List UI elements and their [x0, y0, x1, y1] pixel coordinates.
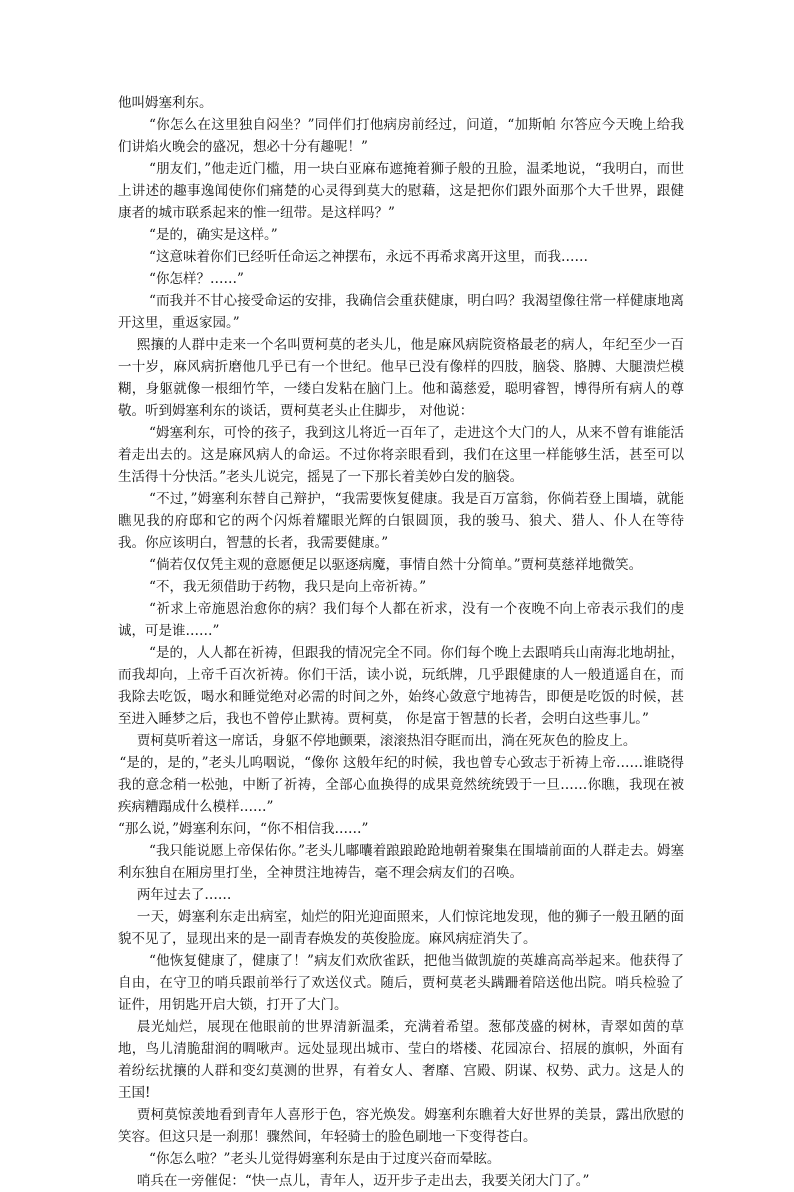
paragraph-10: “不过，”姆塞利东替自己辩护，“我需要恢复健康。我是百万富翁，你倘若登上围墙，就能瞧见我的府邸和它的两个闪烁着耀眼光辉的白银圆顶，我的骏马、狼犬、猎人、仆人在等待我。你应该明白，智慧的长者，我需要健康。” — [118, 491, 684, 551]
paragraph-1: 他叫姆塞利东。 — [118, 95, 213, 111]
paragraph-8: 熙攘的人群中走来一个名叫贾柯莫的老头儿，他是麻风病院资格最老的病人，年纪至少一百一十岁，麻风病折磨他几乎已有一个世纪。他早已没有像样的四肢，脑袋、胳膊、大腿溃烂模糊，身躯就像一根细竹竿，一缕白发粘在脑门上。他和蔼慈爱，聪明睿智，博得所有病人的尊敬。听到姆塞利东的谈话，贾柯莫老头止住脚步， 对他说： — [118, 337, 684, 419]
paragraph-14: “是的，人人都在祈祷，但跟我的情况完全不同。你们每个晚上去跟哨兵山南海北地胡扯，而我却向，上帝千百次祈祷。你们干活，读小说，玩纸牌，几乎跟健康的人一般逍遥自在，而我除去吃饭，喝水和睡觉绝对必需的时间之外，始终心敛意宁地祷告，即便是吃饭的时候，甚至进入睡梦之后，我也不曾停止默祷。贾柯莫， 你是富于智慧的长者，会明白这些事儿。” — [118, 645, 684, 727]
paragraph-16: “是的，是的，”老头儿呜咽说，“像你 这般年纪的时候，我也曾专心致志于祈祷上帝……谁晓得我的意念稍一松弛，中断了祈祷，全部心血换得的成果竟然统统毁于一旦……你瞧，我现在被疾病糟蹋成什么模样……” — [118, 755, 684, 815]
paragraph-23: 贾柯莫惊羡地看到青年人喜形于色，容光焕发。姆塞利东瞧着大好世界的美景，露出欣慰的笑容。但这只是一刹那！骤然间，年轻骑士的脸色刷地一下变得苍白。 — [118, 1107, 684, 1145]
paragraph-7: “而我并不甘心接受命运的安排，我确信会重获健康，明白吗？我渴望像往常一样健康地离开这里，重返家园。” — [118, 293, 684, 331]
paragraph-3: “朋友们，”他走近门槛，用一块白亚麻布遮掩着狮子般的丑脸，温柔地说，“我明白，而世上讲述的趣事逸闻使你们痛楚的心灵得到莫大的慰藉，这是把你们跟外面那个大千世界，跟健康者的城市联系起来的惟一纽带。是这样吗？” — [118, 161, 684, 221]
paragraph-9: “姆塞利东，可怜的孩子，我到这儿将近一百年了，走进这个大门的人，从来不曾有谁能活着走出去的。这是麻风病人的命运。不过你将亲眼看到，我们在这里一样能够生活，甚至可以生活得十分快活。”老头儿说完，摇晃了一下那长着美妙白发的脑袋。 — [118, 425, 684, 485]
paragraph-21: “他恢复健康了，健康了！”病友们欢欣雀跃，把他当做凯旋的英雄高高举起来。他获得了自由，在守卫的哨兵跟前举行了欢送仪式。随后，贾柯莫老头蹒跚着陪送他出院。哨兵检验了证件，用钥匙开启大锁，打开了大门。 — [118, 953, 684, 1013]
paragraph-11: “倘若仅仅凭主观的意愿便足以驱逐病魔，事情自然十分简单。”贾柯莫慈祥地微笑。 — [149, 557, 643, 573]
paragraph-22: 晨光灿烂，展现在他眼前的世界清新温柔，充满着希望。葱郁茂盛的树林，青翠如茵的草地，鸟儿清脆甜润的啁啾声。远处显现出城市、莹白的塔楼、花园凉台、招展的旗帜，外面有着纷纭扰攘的人群和变幻莫测的世界，有着女人、奢靡、宫殿、阴谋、权势、武力。这是人的王国! — [118, 1019, 684, 1101]
paragraph-2: “你怎么在这里独自闷坐？”同伴们打他病房前经过，问道，“加斯帕 尔答应今天晚上给我们讲焰火晚会的盛况，想必十分有趣呢！” — [118, 117, 684, 155]
paragraph-12: “不，我无须借助于药物，我只是向上帝祈祷。” — [149, 579, 427, 595]
paragraph-24: “你怎么啦？”老头儿觉得姆塞利东是由于过度兴奋而晕眩。 — [149, 1151, 501, 1167]
paragraph-17: “那么说，”姆塞利东问，“你不相信我……” — [118, 821, 369, 837]
paragraph-15: 贾柯莫听着这一席话，身躯不停地颤栗，滚滚热泪夺眶而出，淌在死灰色的脸皮上。 — [136, 733, 637, 749]
paragraph-13: “祈求上帝施恩治愈你的病？我们每个人都在祈求，没有一个夜晚不向上帝表示我们的虔诚，可是谁……” — [118, 601, 684, 639]
paragraph-25: 哨兵在一旁催促：“快一点儿，青年人，迈开步子走出去，我要关闭大门了。” — [136, 1173, 590, 1189]
document-page — [118, 92, 684, 1192]
paragraph-5: “这意味着你们已经听任命运之神摆布，永远不再希求离开这里，而我…… — [149, 249, 588, 265]
paragraph-4: “是的，确实是这样。” — [149, 227, 278, 243]
paragraph-19: 两年过去了…… — [136, 887, 232, 903]
paragraph-18: “我只能说愿上帝保佑你。”老头儿嘟囔着踉踉跄跄地朝着聚集在围墙前面的人群走去。姆塞利东独自在厢房里打坐，全神贯注地祷告，毫不理会病友们的召唤。 — [118, 843, 684, 881]
paragraph-6: “你怎样？……” — [149, 271, 244, 287]
paragraph-20: 一天，姆塞利东走出病室，灿烂的阳光迎面照来，人们惊诧地发现，他的狮子一般丑陋的面貌不见了，显现出来的是一副青春焕发的英俊脸庞。麻风病症消失了。 — [118, 909, 684, 947]
